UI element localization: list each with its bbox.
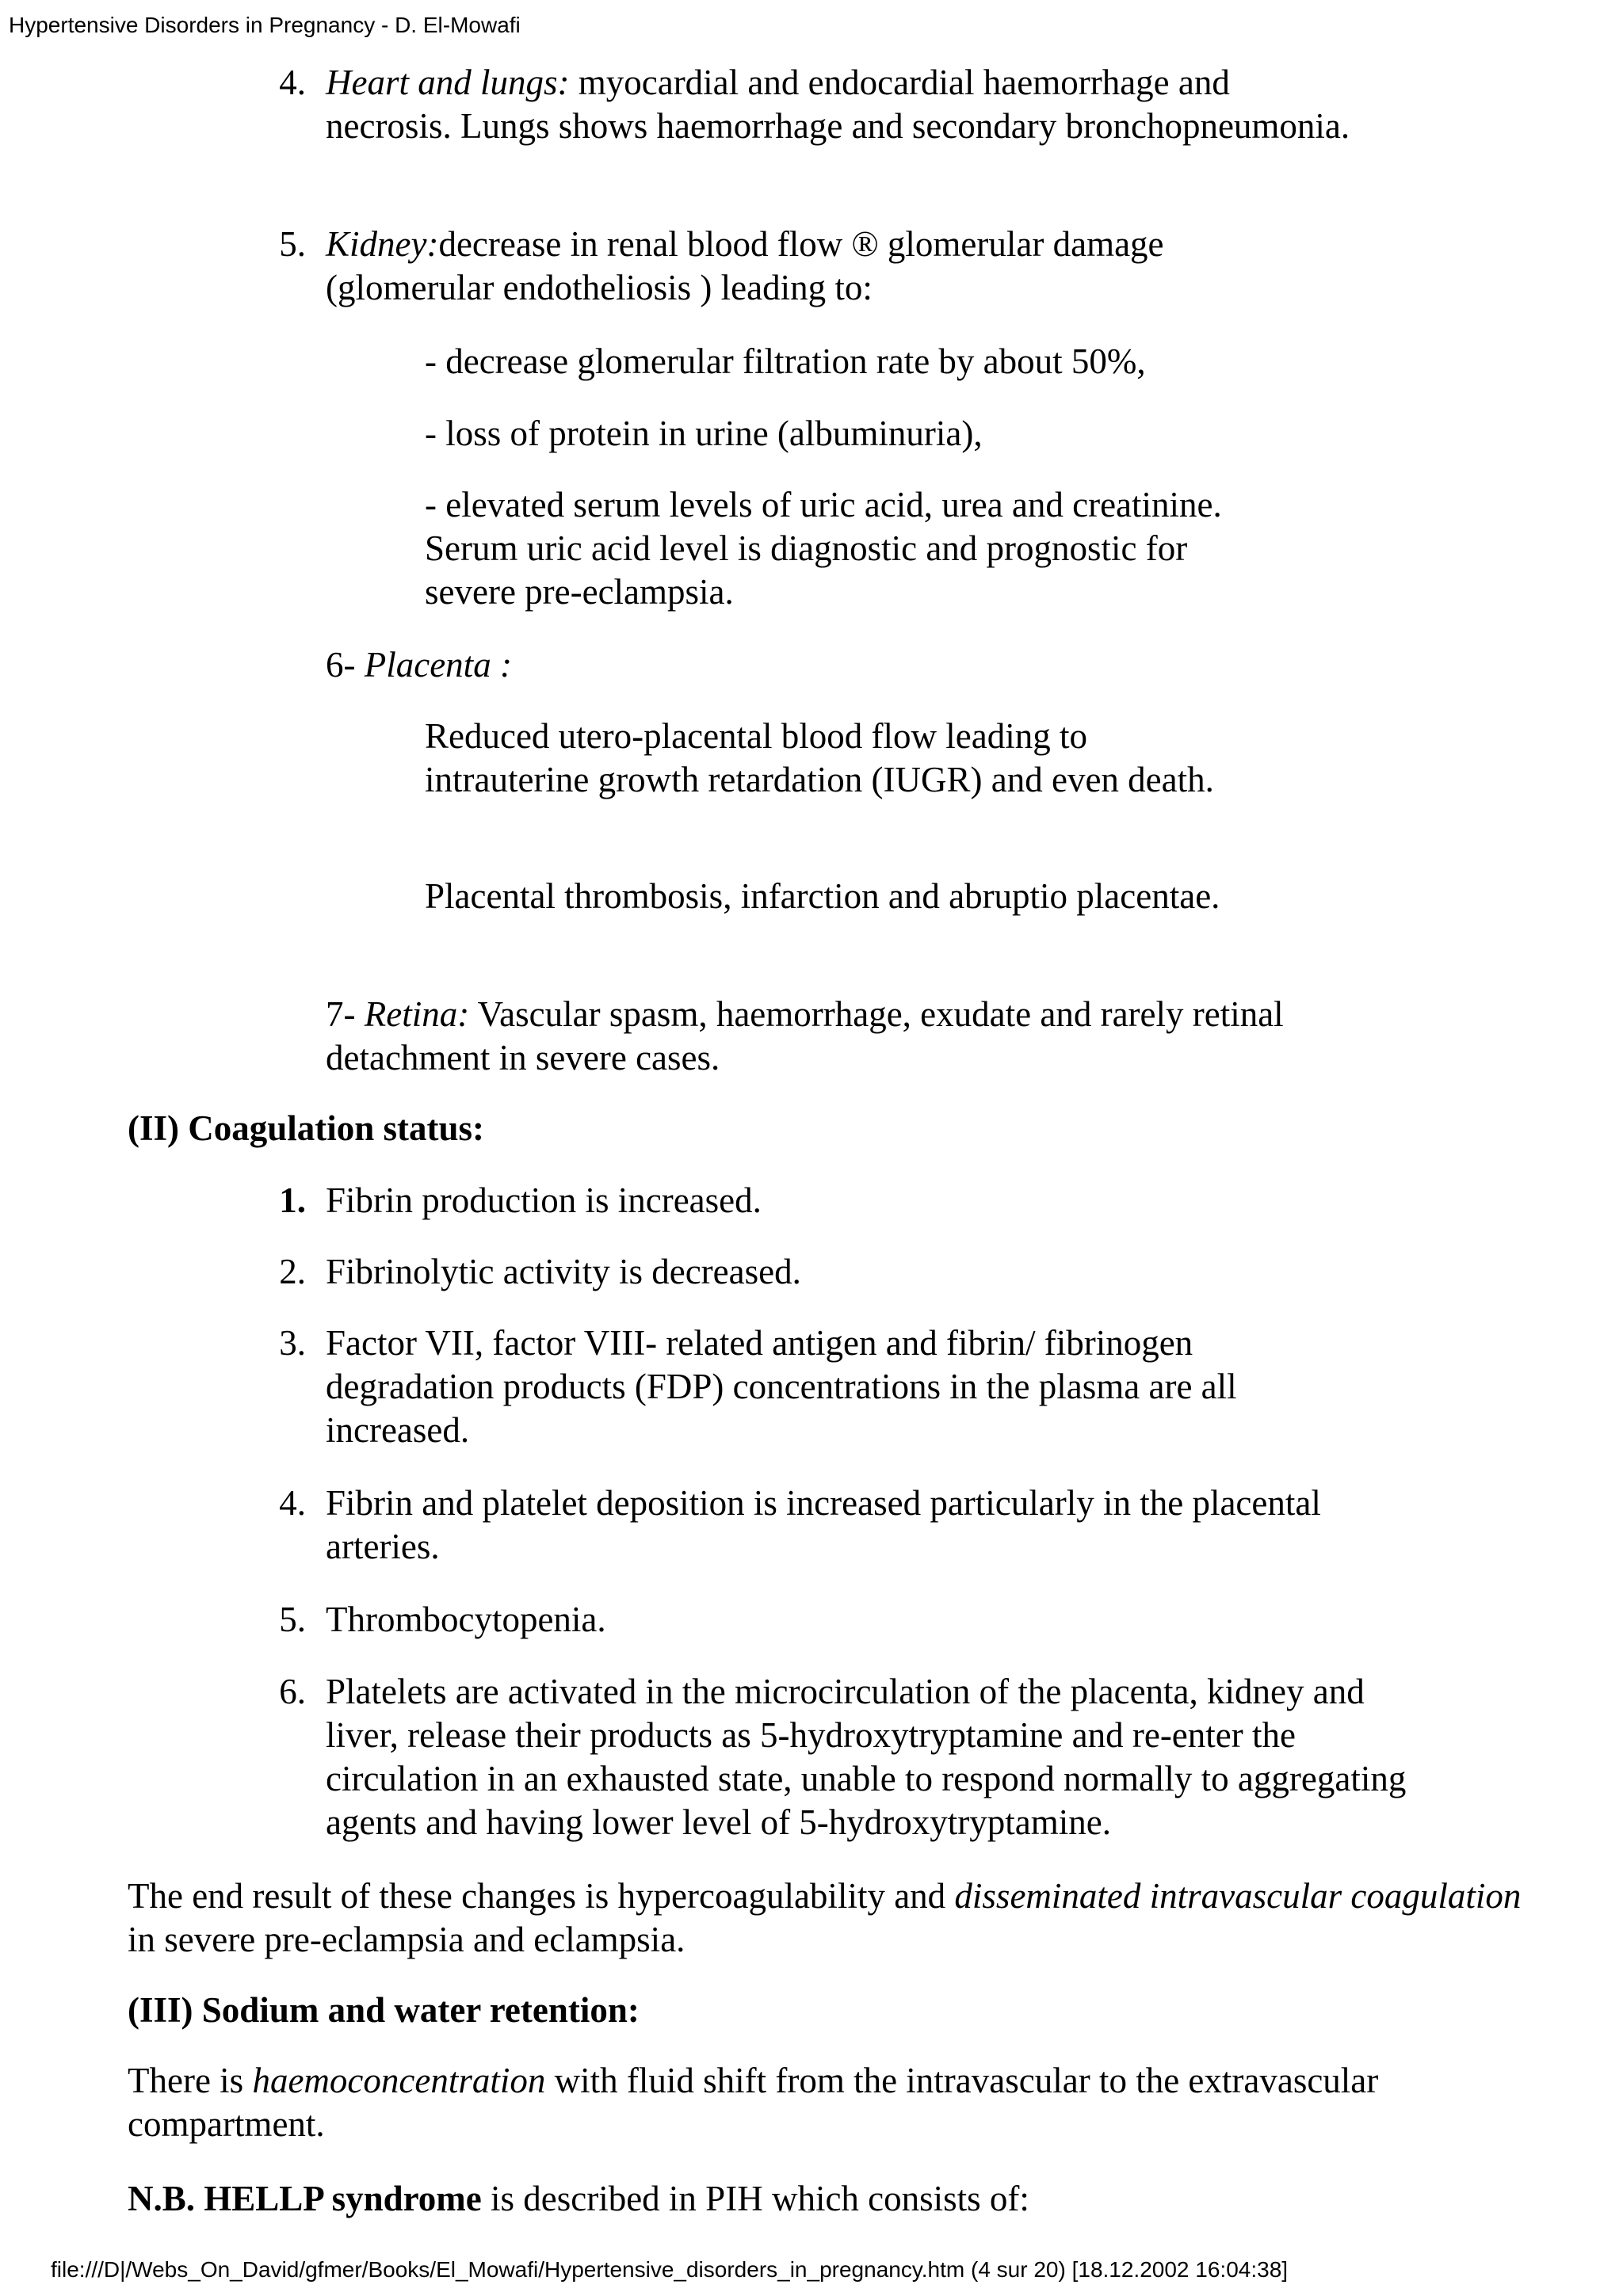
coagulation-item: Thrombocytopenia. [326,1600,606,1639]
page-footer-url: file:///D|/Webs_On_David/gfmer/Books/El_Mowafi/Hypertensive_disorders_in_pregnancy.htm (4 sur 20) [18.12.2002 16:04:38] [51,2257,1289,2282]
conclusion-text: in severe pre-eclampsia and eclampsia. [128,1920,685,1959]
section-heading-coagulation: (II) Coagulation status: [128,1108,485,1148]
list-number: 1. [279,1180,306,1220]
conclusion-text: The end result of these changes is hypercoagulability and [128,1876,955,1916]
list-number: 6. [279,1672,306,1711]
coagulation-item: Fibrin production is increased. [326,1180,762,1220]
list-item-placenta [326,643,960,687]
list-item-retina [326,993,1316,1080]
item-label: Placenta : [364,645,512,685]
list-number: 3. [279,1323,306,1363]
item-label: Retina: [364,994,470,1034]
coagulation-item: Fibrin and platelet deposition is increased particularly in the placental arteries. [326,1483,1321,1566]
item-label: Heart and lungs: [326,63,570,102]
hellp-label: N.B. HELLP syndrome [128,2179,482,2218]
kidney-subitem: - decrease glomerular filtration rate by about 50%, [425,341,1146,381]
coagulation-item: Platelets are activated in the microcirculation of the placenta, kidney and liver, release their products as 5-hydroxytryptamine and re-enter the circulation in an exhausted state, unable to respond normally to aggregating agents and having lower level of 5-hydroxytryptamine. [326,1672,1407,1842]
placenta-paragraph: Reduced utero-placental blood flow leading to intrauterine growth retardation (IUGR) and even death. [425,716,1214,799]
sodium-text: with fluid shift from the intravascular to the extravascular compartment. [128,2061,1379,2144]
hellp-text: is described in PIH which consists of: [481,2179,1029,2218]
item-prefix: 7- [326,994,365,1034]
page-header: Hypertensive Disorders in Pregnancy - D. El-Mowafi [9,13,521,37]
list-number: 2. [279,1252,306,1291]
kidney-subitem: - loss of protein in urine (albuminuria), [425,414,983,453]
coagulation-item: Factor VII, factor VIII- related antigen and fibrin/ fibrinogen degradation products (FDP) concentrations in the plasma are all increased. [326,1323,1237,1450]
coagulation-item: Fibrinolytic activity is decreased. [326,1252,801,1291]
list-number: 5. [279,1600,306,1639]
sodium-text: There is [128,2061,253,2100]
item-text: Vascular spasm, haemorrhage, exudate and rarely retinal detachment in severe cases. [326,994,1284,1077]
conclusion-emphasis: disseminated intravascular coagulation [954,1876,1522,1916]
hellp-note [128,2177,1554,2221]
item-text: myocardial and endocardial haemorrhage and necrosis. Lungs shows haemorrhage and secondary bronchopneumonia. [326,63,1350,146]
sodium-paragraph [128,2059,1554,2146]
list-item-heart-lungs [326,61,1356,148]
coagulation-conclusion [128,1875,1522,1962]
list-item-kidney [326,223,1237,310]
list-number: 4. [279,1483,306,1523]
item-text: decrease in renal blood flow ® glomerular damage (glomerular endotheliosis ) leading to: [326,224,1164,307]
placenta-paragraph: Placental thrombosis, infarction and abruptio placentae. [425,876,1220,916]
list-number: 4. [279,63,306,102]
sodium-emphasis: haemoconcentration [252,2061,546,2100]
kidney-subitem: - elevated serum levels of uric acid, urea and creatinine. Serum uric acid level is diagnostic and prognostic for severe pre-eclampsia. [425,485,1222,612]
item-prefix: 6- [326,645,365,685]
list-number: 5. [279,224,306,264]
section-heading-sodium: (III) Sodium and water retention: [128,1990,640,2030]
item-label: Kidney: [326,224,439,264]
